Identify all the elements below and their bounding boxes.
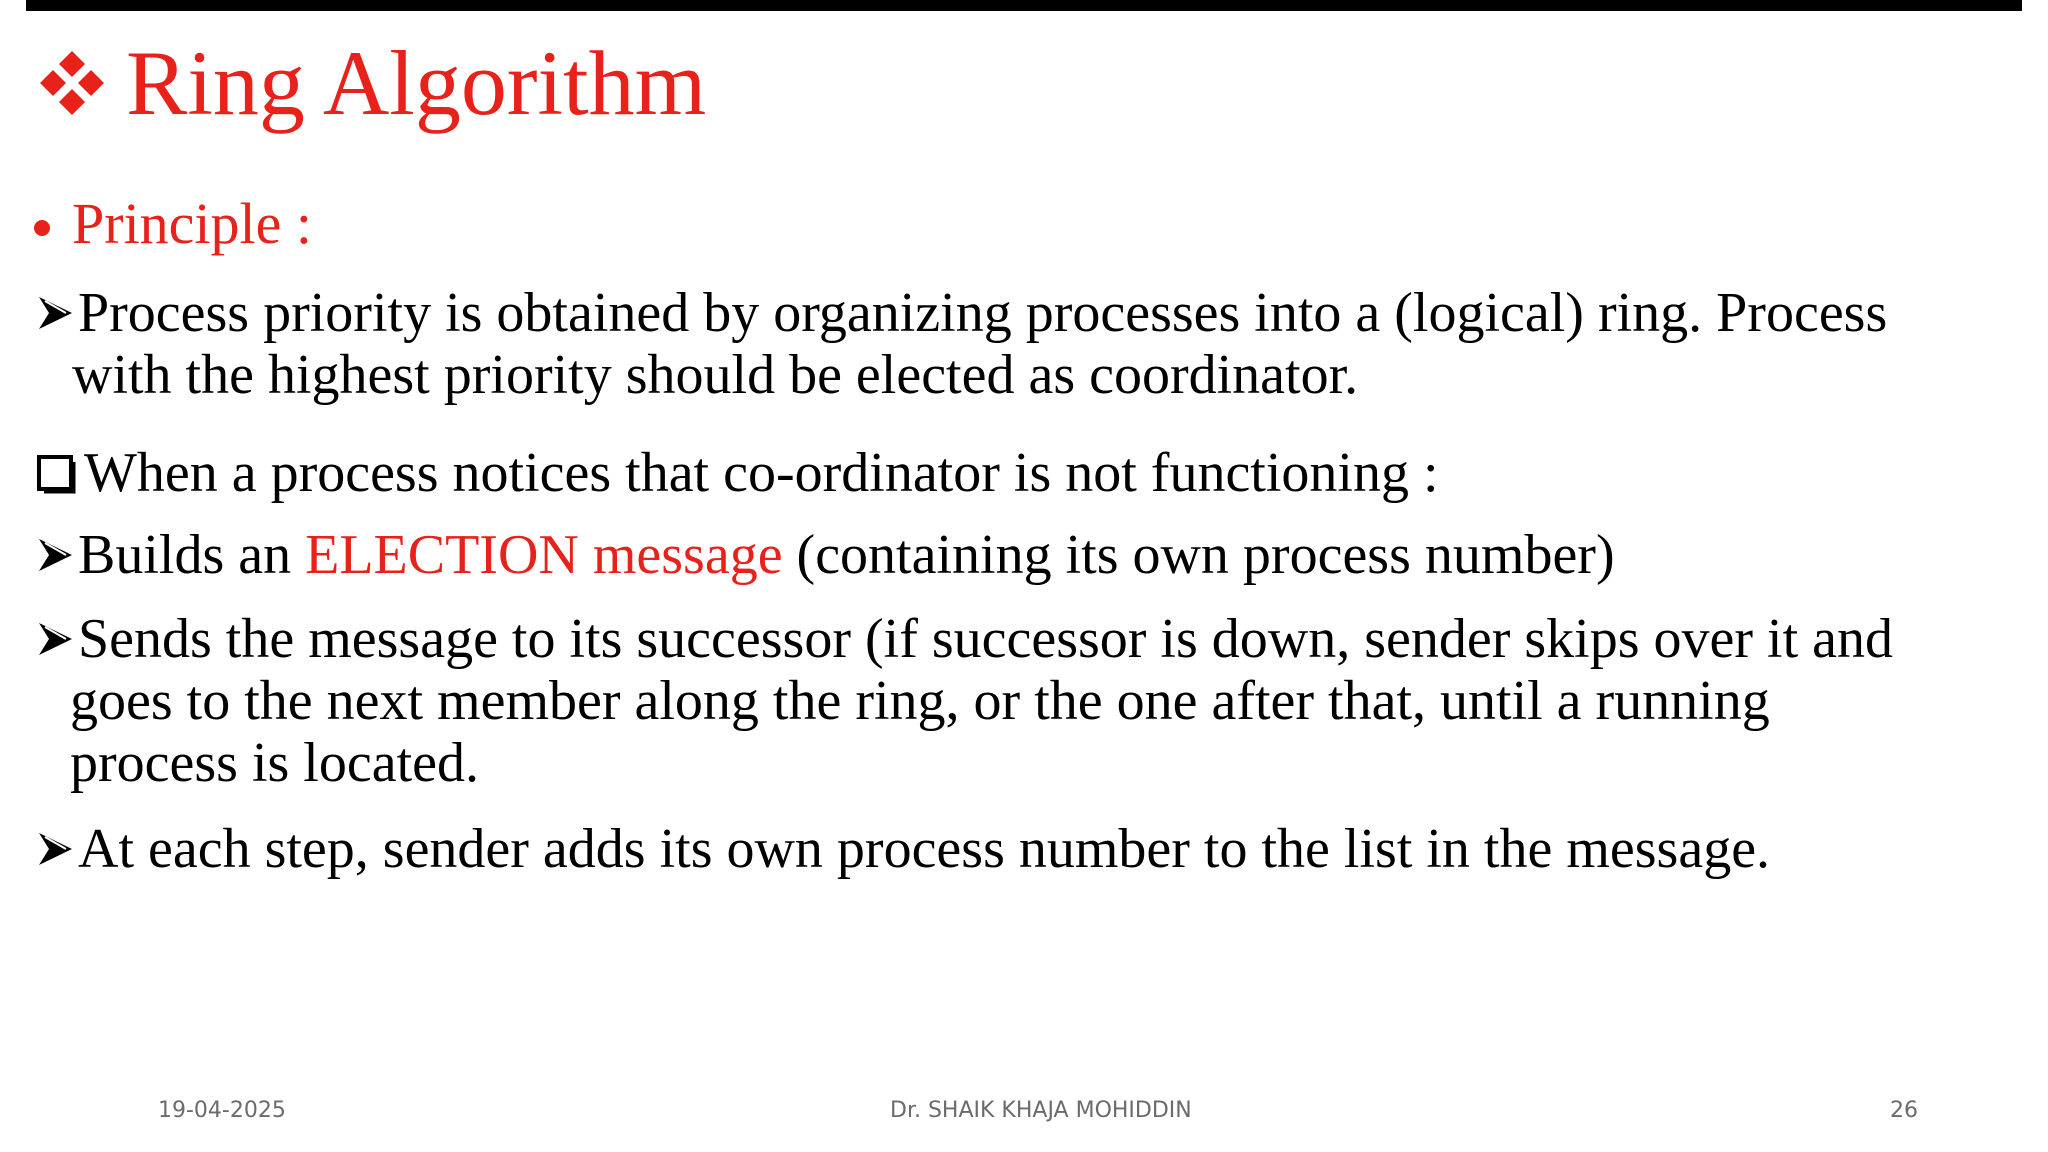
slide-title: Ring Algorithm	[126, 32, 707, 134]
round-bullet-icon	[34, 220, 50, 236]
arrow-bullet-icon	[36, 291, 76, 335]
title-row	[36, 28, 706, 138]
arrow-bullet-icon	[36, 827, 76, 871]
footer-author: Dr. SHAIK KHAJA MOHIDDIN	[890, 1098, 1192, 1123]
bullet-text-line: process is located.	[70, 732, 479, 794]
bullet-item-notice	[36, 442, 1439, 504]
footer-page-number: 26	[1890, 1098, 1918, 1123]
bullet-text-line: with the highest priority should be elected as coordinator.	[72, 344, 1359, 406]
checkbox-bullet-icon	[36, 452, 78, 494]
four-diamond-bullet-icon	[36, 47, 108, 119]
principle-label: Principle :	[72, 191, 313, 256]
bullet-text-line: When a process notices that co-ordinator is not functioning :	[84, 442, 1439, 504]
bullet-item-election	[36, 524, 1615, 586]
bullet-text-suffix: (containing its own process number)	[782, 524, 1615, 586]
bullet-item-each-step	[36, 818, 1770, 880]
bullet-text-prefix: Builds an	[78, 524, 306, 586]
top-border-rule	[26, 0, 2022, 11]
arrow-bullet-icon	[36, 617, 76, 661]
bullet-text-line: Process priority is obtained by organizing processes into a (logical) ring. Process	[78, 282, 1888, 344]
bullet-text-line: goes to the next member along the ring, or the one after that, until a running	[70, 670, 1770, 732]
footer-date: 19-04-2025	[158, 1098, 286, 1123]
bullet-text-line: At each step, sender adds its own process number to the list in the message.	[78, 818, 1771, 880]
bullet-item-priority	[36, 282, 1887, 406]
bullet-text-line: Sends the message to its successor (if successor is down, sender skips over it and	[78, 608, 1893, 670]
arrow-bullet-icon	[36, 533, 76, 577]
principle-heading	[34, 192, 312, 256]
election-message-highlight: ELECTION message	[305, 524, 783, 586]
bullet-item-successor	[36, 608, 1893, 794]
